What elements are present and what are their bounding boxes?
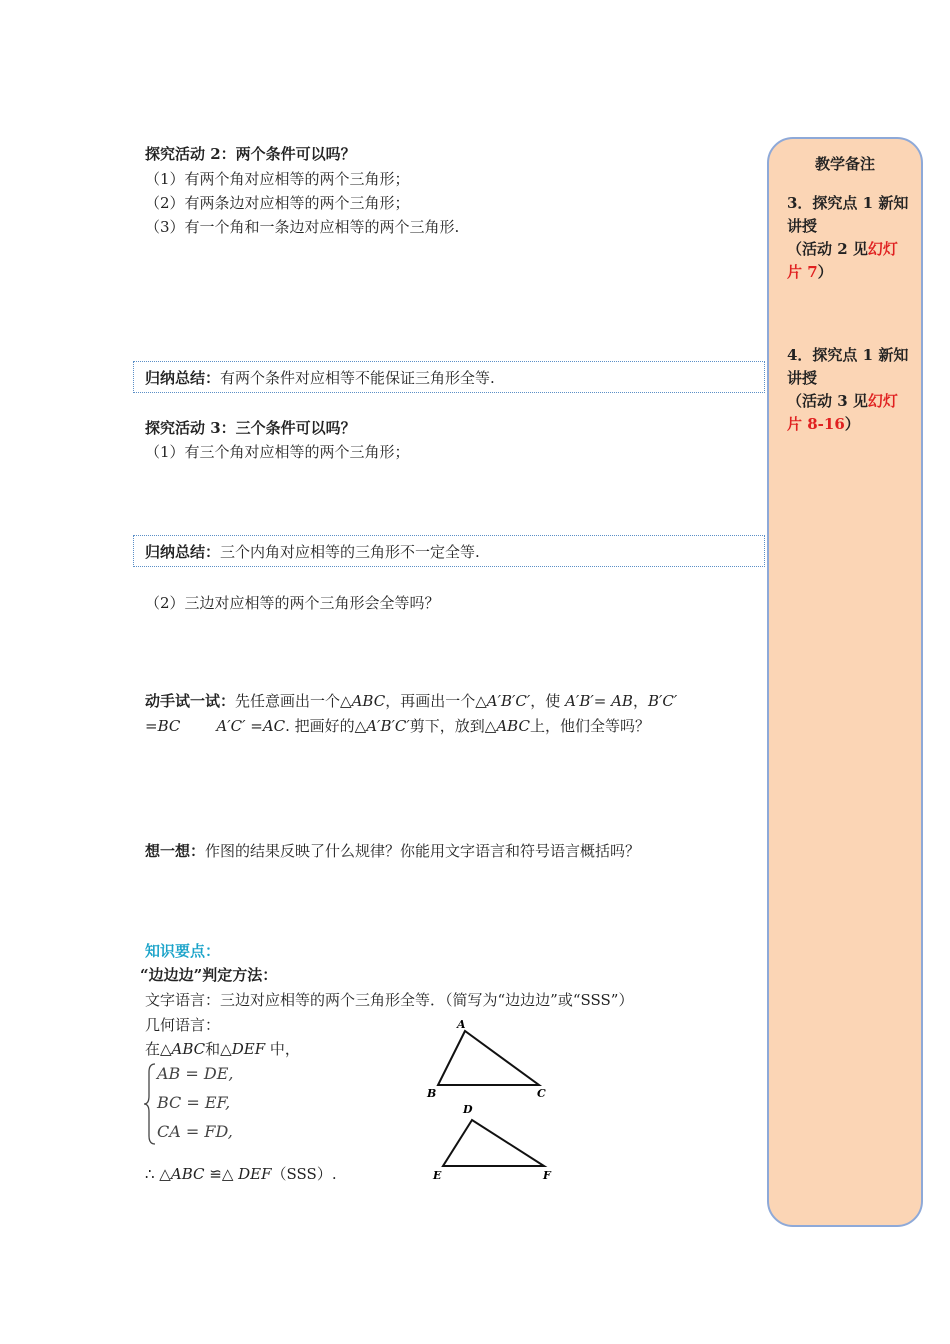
equation: B′C′ bbox=[647, 692, 678, 710]
note-text: ） bbox=[844, 415, 860, 433]
triangle-def: DEF bbox=[231, 1040, 266, 1058]
label-f: F bbox=[543, 1169, 551, 1182]
try-it-text: . 把画好的△ bbox=[285, 717, 367, 735]
note-text: （活动 3 见 bbox=[787, 392, 868, 410]
text: （SSS）. bbox=[271, 1165, 337, 1183]
label-a: A bbox=[457, 1018, 466, 1031]
label-d: D bbox=[463, 1103, 473, 1116]
triangle-def: DEF bbox=[238, 1165, 272, 1183]
equation: A′B′= AB bbox=[565, 692, 633, 710]
slide-ref: 幻灯片 8-16 bbox=[787, 392, 898, 433]
slide-ref: 幻灯片 7 bbox=[787, 240, 898, 281]
sidebar-note-1 bbox=[787, 192, 912, 284]
activity2-item-1: （1）有两个角对应相等的两个三角形； bbox=[145, 170, 410, 188]
equation-bc-ef: BC = EF, bbox=[157, 1093, 231, 1112]
note-text: （活动 2 见 bbox=[787, 240, 868, 258]
triangle-abc-prime: A′B′C′ bbox=[366, 717, 410, 735]
sss-method-title: “边边边”判定方法： bbox=[140, 966, 278, 984]
text: 中， bbox=[265, 1040, 300, 1058]
teaching-notes-sidebar bbox=[767, 137, 923, 1227]
triangle-abc: ABC bbox=[496, 717, 530, 735]
geometry-language: 几何语言： bbox=[145, 1016, 221, 1034]
note-text: 3．探究点 1 新知讲授 bbox=[787, 194, 909, 235]
triangle-def-shape bbox=[443, 1120, 544, 1166]
summary-box-1 bbox=[133, 361, 765, 393]
try-it-text: ，使 bbox=[530, 692, 566, 710]
note-text: 4．探究点 1 新知讲授 bbox=[787, 346, 909, 387]
try-it-text: 先任意画出一个△ bbox=[235, 692, 352, 710]
equation-ab-de: AB = DE, bbox=[157, 1064, 234, 1083]
equation: A′C′ =AC bbox=[216, 717, 286, 735]
try-it-text: 剪下，放到△ bbox=[409, 717, 497, 735]
summary-text: 三个内角对应相等的三角形不一定全等. bbox=[220, 543, 480, 561]
label-c: C bbox=[537, 1087, 546, 1100]
triangle-abc-shape bbox=[438, 1031, 539, 1085]
note-text: ） bbox=[817, 263, 833, 281]
try-it-label: 动手试一试： bbox=[145, 692, 236, 710]
text-language: 文字语言：三边对应相等的两个三角形全等．（简写为“边边边”或“SSS”） bbox=[145, 991, 634, 1009]
activity3-title: 探究活动 3：三个条件可以吗？ bbox=[145, 419, 356, 437]
left-brace-icon bbox=[143, 1062, 157, 1146]
triangle-abc: ABC bbox=[351, 692, 386, 710]
text: 在△ bbox=[145, 1040, 172, 1058]
activity2-item-3: （3）有一个角和一条边对应相等的两个三角形. bbox=[145, 218, 460, 236]
knowledge-heading: 知识要点： bbox=[145, 942, 221, 960]
triangle-abc-prime: A′B′C′ bbox=[486, 692, 531, 710]
try-it-text: 上，他们全等吗？ bbox=[529, 717, 650, 735]
separator: ， bbox=[632, 692, 648, 710]
sidebar-title: 教学备注 bbox=[814, 155, 875, 173]
summary-label: 归纳总结： bbox=[145, 543, 221, 561]
label-b: B bbox=[427, 1087, 437, 1100]
try-it-line-2 bbox=[145, 715, 650, 737]
summary-label: 归纳总结： bbox=[145, 369, 221, 387]
conclusion-line bbox=[145, 1163, 337, 1185]
think-label: 想一想： bbox=[145, 842, 206, 860]
activity2-item-2: （2）有两条边对应相等的两个三角形； bbox=[145, 194, 410, 212]
triangles-figure bbox=[415, 1015, 575, 1190]
text: ∴ △ bbox=[145, 1165, 171, 1183]
in-triangles-line bbox=[145, 1038, 300, 1060]
summary-box-2 bbox=[133, 535, 765, 567]
label-e: E bbox=[433, 1169, 442, 1182]
sidebar-note-2 bbox=[787, 344, 912, 436]
try-it-text: ，再画出一个△ bbox=[385, 692, 487, 710]
think-text: 作图的结果反映了什么规律？你能用文字语言和符号语言概括吗？ bbox=[205, 842, 641, 860]
think-line bbox=[145, 840, 640, 862]
triangle-abc: ABC bbox=[171, 1040, 206, 1058]
text: 和△ bbox=[205, 1040, 232, 1058]
congruent-symbol: ≌△ bbox=[204, 1165, 239, 1183]
equation-ca-fd: CA = FD, bbox=[157, 1122, 233, 1141]
triangle-abc: ABC bbox=[170, 1165, 205, 1183]
activity3-item-1: （1）有三个角对应相等的两个三角形； bbox=[145, 443, 410, 461]
activity2-title: 探究活动 2：两个条件可以吗？ bbox=[145, 145, 356, 163]
activity3-item-2: （2）三边对应相等的两个三角形会全等吗？ bbox=[145, 594, 440, 612]
try-it-line-1 bbox=[145, 690, 677, 712]
equation: =BC bbox=[145, 717, 181, 735]
summary-text: 有两个条件对应相等不能保证三角形全等. bbox=[220, 369, 495, 387]
